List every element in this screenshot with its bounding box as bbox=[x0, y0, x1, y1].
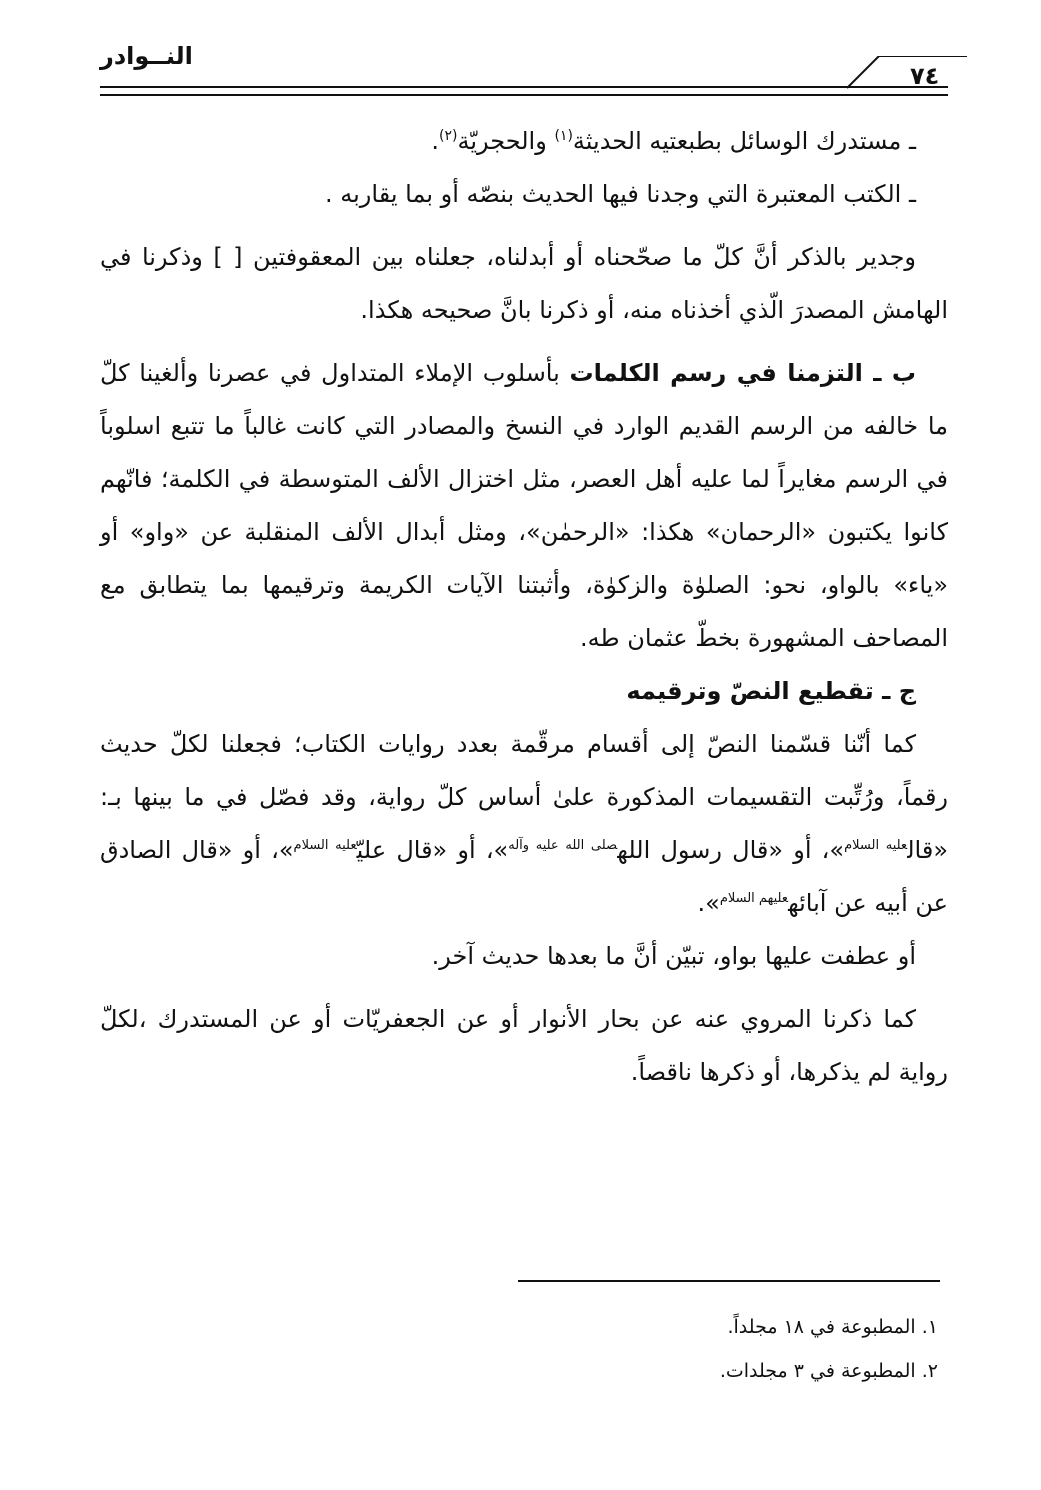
main-text bbox=[100, 115, 948, 1099]
p6-c: »، أو «قال عليّ bbox=[356, 836, 509, 864]
honorific-3: عليه السلام bbox=[293, 838, 357, 853]
p1-and: والحجريّة bbox=[457, 127, 555, 155]
page-number: ٧٤ bbox=[910, 62, 940, 90]
footnote-ref-1: (١) bbox=[554, 128, 573, 144]
footnote-separator bbox=[518, 1280, 940, 1282]
paragraph-3: وجدير بالذكر أنَّ كلّ ما صحّحناه أو أبدلناه، جعلناه بين المعقوفتين [ ] وذكرنا في الهامش المصدرَ الّذي أخذناه منه، أو ذكرنا بانَّ صحيحه هكذا. bbox=[100, 243, 948, 324]
honorific-4: عليهم السلام bbox=[719, 891, 789, 906]
footnote-2: ٢. المطبوعة في ٣ مجلدات. bbox=[719, 1360, 938, 1382]
paragraph-7: أو عطفت عليها بواو، تبيّن أنَّ ما بعدها حديث آخر. bbox=[431, 942, 916, 970]
p6-e: ». bbox=[697, 889, 720, 917]
p6-b: »، أو «قال رسول الله bbox=[617, 836, 845, 864]
header-rule bbox=[100, 86, 948, 96]
footnote-ref-2: (٢) bbox=[439, 128, 458, 144]
p6-d: »، أو «قال الصادق عن أبيه عن آبائه bbox=[100, 836, 948, 917]
paragraph-4 bbox=[100, 347, 948, 665]
footnotes bbox=[520, 1305, 938, 1393]
p4-lead: ب ـ التزمنا في رسم الكلمات bbox=[569, 359, 916, 387]
p4-rest: بأسلوب الإملاء المتداول في عصرنا وألغينا كلّ ما خالفه من الرسم القديم الوارد في النسخ والمصادر التي كانت غالباً ما تتبع اسلوباً في الرسم مغايراً لما عليه أهل العصر، مثل اختزال الألف المتوسطة في الكلمة؛ فانّهم كانوا يكتبون «الرحمان» هكذا: «الرحمٰن»، ومثل أبدال الألف المنقلبة عن «واو» أو «ياء» بالواو، نحو: الصلوٰة والزكوٰة، وأثبتنا الآيات الكريمة وترقيمها بما يتطابق مع المصاحف المشهورة بخطّ عثمان طه. bbox=[100, 359, 948, 652]
section-heading: ج ـ تقطيع النصّ وترقيمه bbox=[626, 677, 916, 705]
paragraph-2: ـ الكتب المعتبرة التي وجدنا فيها الحديث بنصّه أو بما يقاربه . bbox=[325, 180, 916, 208]
footnote-1: ١. المطبوعة في ١٨ مجلداً. bbox=[727, 1316, 938, 1338]
paragraph-6 bbox=[100, 718, 948, 930]
p1-text: ـ مستدرك الوسائل بطبعتيه الحديثة bbox=[572, 127, 916, 155]
paragraph-8: كما ذكرنا المروي عنه عن بحار الأنوار أو عن الجعفريّات أو عن المستدرك ،لكلّ رواية لم يذكرها، أو ذكرها ناقصاً. bbox=[100, 1005, 948, 1086]
p6-a: كما أنّنا قسّمنا النصّ إلى أقسام مرقّمة بعدد روايات الكتاب؛ فجعلنا لكلّ حديث رقماً، ورُتِّبت التقسيمات المذكورة علىٰ أساس كلّ رواية، وقد فصّل في ما بينها بـ: «قال bbox=[100, 730, 948, 864]
header-ornament bbox=[847, 56, 967, 90]
p1-end: . bbox=[431, 127, 439, 155]
honorific-2: صلى الله عليه وآله bbox=[508, 838, 618, 853]
honorific-1: عليه السلام bbox=[844, 838, 908, 853]
paragraph-1 bbox=[100, 115, 948, 168]
running-header-title: النــوادر bbox=[100, 42, 193, 70]
